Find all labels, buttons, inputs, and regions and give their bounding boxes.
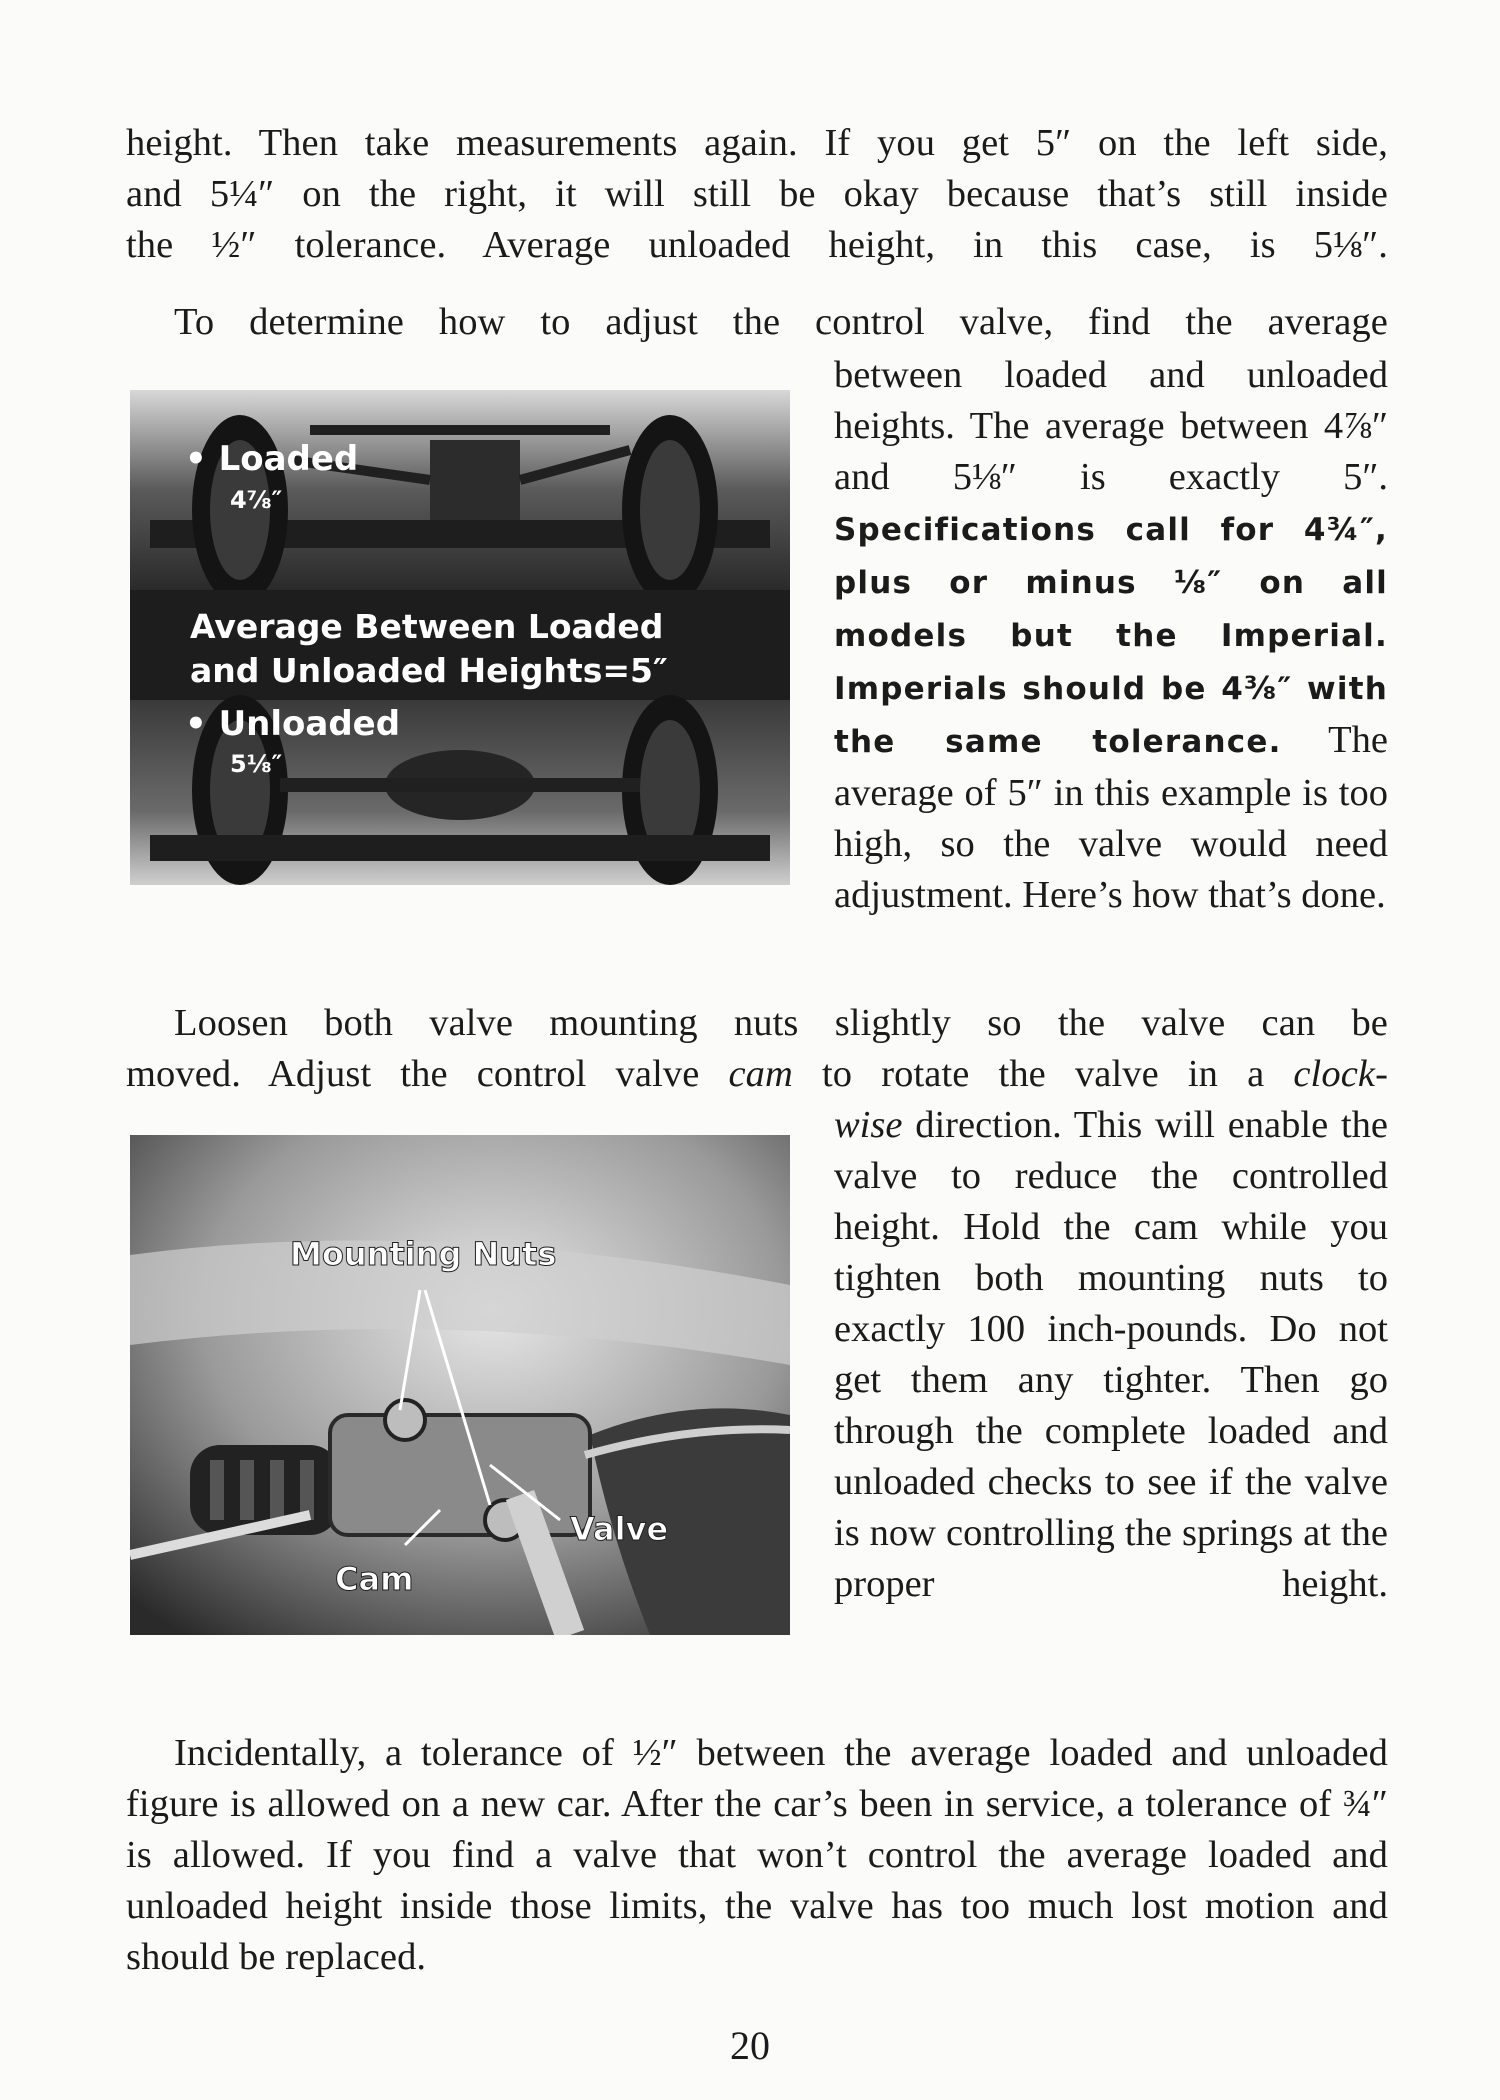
paragraph-lead-line: [126, 1049, 1388, 1100]
loaded-label: • Loaded: [185, 439, 359, 479]
text-line: height. Then take measurements again. If you get 5″ on the left side,: [126, 122, 1388, 164]
italic-term: clock-: [1293, 1053, 1388, 1095]
unloaded-value: 5⅛″: [230, 750, 283, 778]
loaded-value: 4⅞″: [230, 486, 283, 514]
text-line: and 5¼″ on the right, it will still be okay because that’s still inside: [126, 173, 1388, 215]
banner-line-1: Average Between Loaded: [190, 607, 664, 646]
paragraph-lead-line: Loosen both valve mounting nuts slightly so the valve can be: [174, 1002, 1388, 1044]
control-valve-photo: [130, 1135, 790, 1635]
text-run: moved. Adjust the control valve: [126, 1053, 729, 1095]
body-text: between loaded and unloaded heights. The average between 4⅞″ and 5⅛″ is exactly 5″.: [834, 354, 1388, 498]
unloaded-label: • Unloaded: [185, 704, 401, 744]
italic-term: cam: [728, 1053, 793, 1095]
text-run: to rotate the valve in a: [792, 1053, 1294, 1095]
paragraph-lead-line: To determine how to adjust the control valve, find the average: [174, 301, 1388, 343]
control-valve-illustration: [130, 1135, 790, 1635]
page-number: 20: [730, 2023, 770, 2068]
valve-label: Valve: [570, 1510, 669, 1548]
suspension-height-illustration: [130, 390, 790, 885]
suspension-height-photo: [130, 390, 790, 885]
paragraph-wrap-column: [834, 350, 1388, 921]
cam-label: Cam: [335, 1560, 414, 1598]
paragraph-closing: Incidentally, a tolerance of ½″ between the average loaded and unloaded figure is allowed on a new car. After the car’s been in service, a tolerance of ¾″ is allowed. If you find a valve that won’t control the average loaded and unloaded height inside those limits, the valve has too much lost motion and should be replaced.: [126, 1732, 1388, 1978]
italic-term: wise: [834, 1104, 903, 1146]
text-line: the ½″ tolerance. Average unloaded height, in this case, is 5⅛″.: [126, 224, 1388, 266]
specification-text: Specifications call for 4¾″, plus or minus ⅛″ on all models but the Imperial. Imperials should be 4⅜″ with the same tolerance.: [834, 512, 1388, 760]
paragraph-continued: [126, 118, 1388, 271]
paragraph-wrap-column: [834, 1100, 1388, 1610]
body-text: The average of 5″ in this example is too high, so the valve would need adjustment. Here’s how that’s done.: [834, 719, 1388, 916]
banner-line-2: and Unloaded Heights=5″: [190, 651, 668, 690]
body-text: direction. This will enable the valve to reduce the controlled height. Hold the cam while you tighten both mounting nuts to exactly 100 inch-pounds. Do not get them any tighter. Then go through the complete loaded and unloaded checks to see if the valve is now controlling the springs at the proper height.: [834, 1104, 1388, 1605]
mounting-nuts-label: Mounting Nuts: [290, 1235, 557, 1273]
